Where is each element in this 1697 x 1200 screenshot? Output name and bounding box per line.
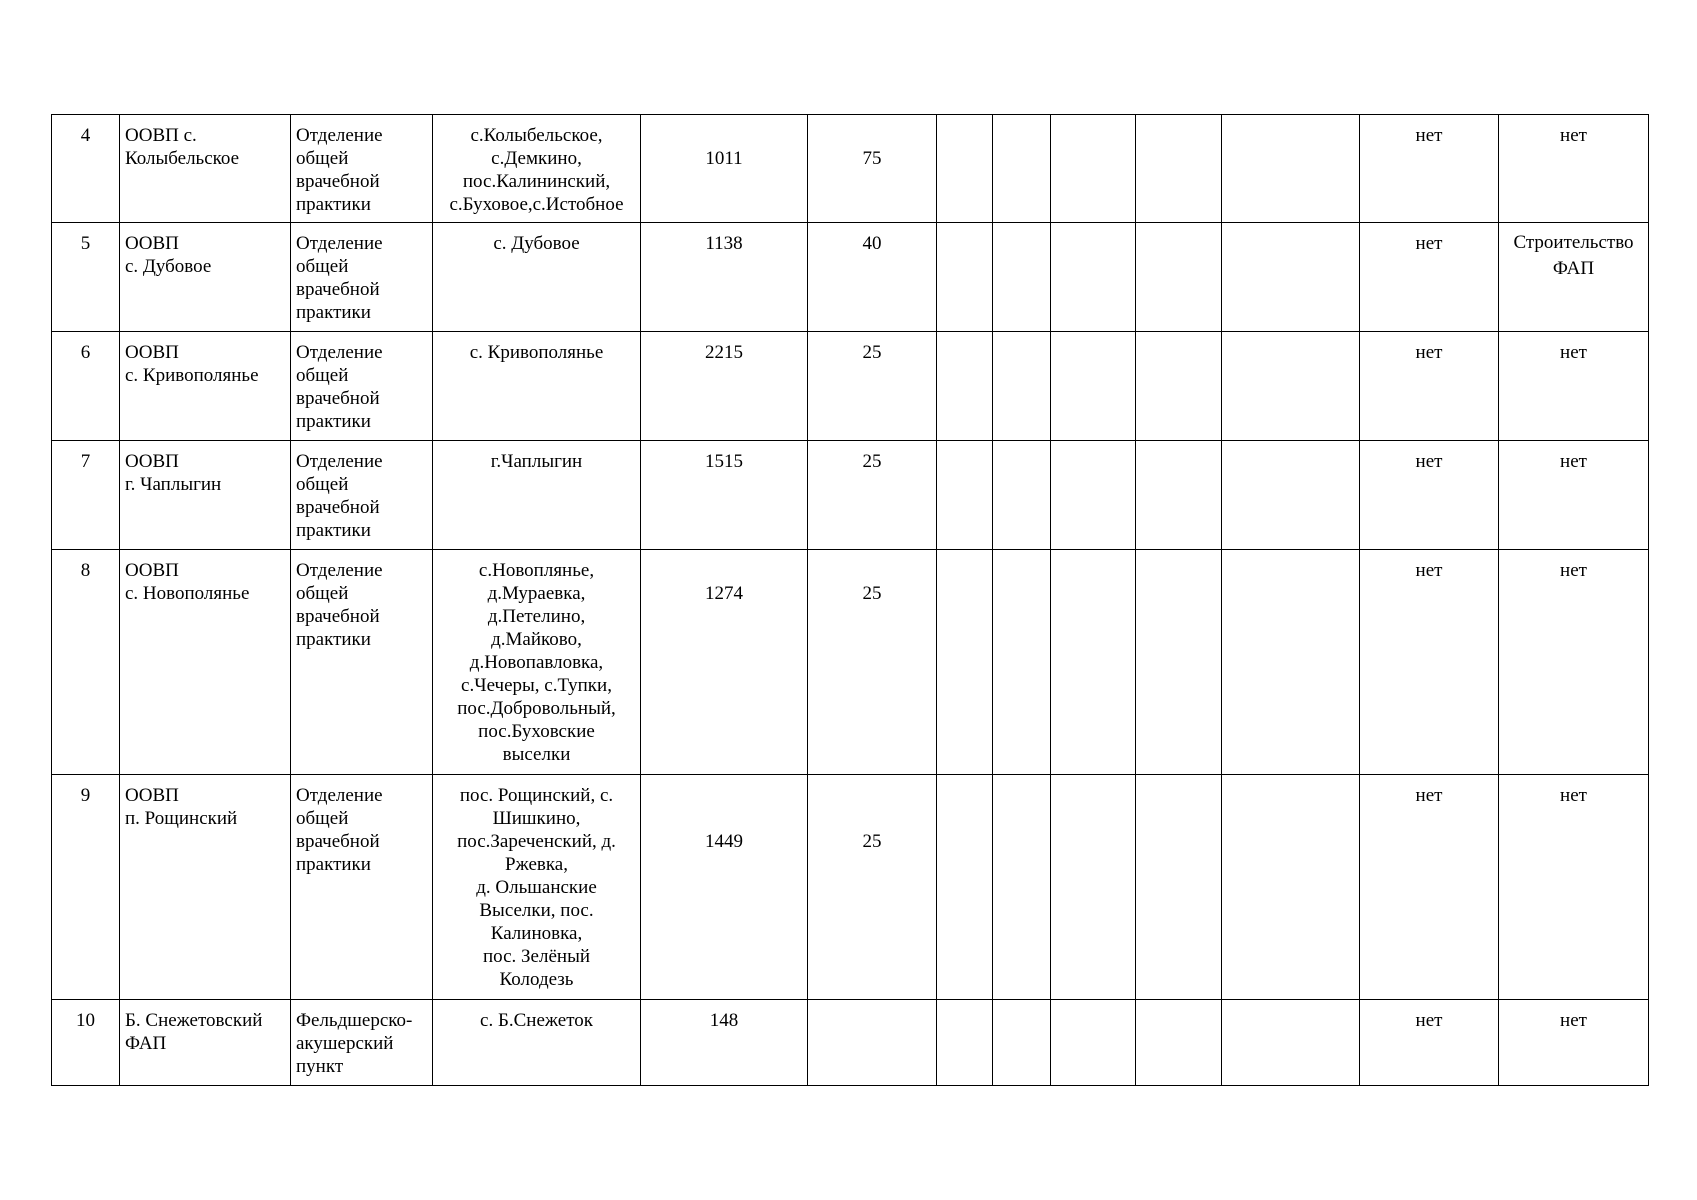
value-cell: 25 — [808, 550, 937, 775]
row-number-cell: 8 — [52, 550, 120, 775]
empty-cell — [937, 223, 993, 332]
plan-cell: нет — [1499, 550, 1649, 775]
empty-cell — [1136, 115, 1222, 223]
population-cell: 1274 — [641, 550, 808, 775]
plan-cell: нет — [1499, 1000, 1649, 1086]
value-cell — [808, 1000, 937, 1086]
organization-cell: ООВП п. Рощинский — [120, 775, 291, 1000]
table-row — [52, 775, 1649, 1000]
empty-cell — [937, 775, 993, 1000]
empty-cell — [993, 223, 1051, 332]
table-row — [52, 115, 1649, 223]
status-cell: нет — [1360, 775, 1499, 1000]
empty-cell — [937, 441, 993, 550]
status-cell: нет — [1360, 441, 1499, 550]
row-number-cell: 7 — [52, 441, 120, 550]
settlements-cell: с. Б.Снежеток — [433, 1000, 641, 1086]
settlements-cell: с. Кривополянье — [433, 332, 641, 441]
status-cell: нет — [1360, 223, 1499, 332]
population-cell: 1011 — [641, 115, 808, 223]
table-row — [52, 550, 1649, 775]
row-number-cell: 9 — [52, 775, 120, 1000]
facility-type-cell: Отделение общей врачебной практики — [291, 115, 433, 223]
empty-cell — [1051, 550, 1136, 775]
organization-cell: ООВП г. Чаплыгин — [120, 441, 291, 550]
organization-cell: ООВП с. Кривополянье — [120, 332, 291, 441]
facility-type-cell: Отделение общей врачебной практики — [291, 332, 433, 441]
empty-cell — [1222, 332, 1360, 441]
row-number-cell: 5 — [52, 223, 120, 332]
plan-cell: нет — [1499, 441, 1649, 550]
empty-cell — [1136, 332, 1222, 441]
empty-cell — [1222, 115, 1360, 223]
status-cell: нет — [1360, 550, 1499, 775]
empty-cell — [937, 115, 993, 223]
settlements-cell: г.Чаплыгин — [433, 441, 641, 550]
empty-cell — [1136, 775, 1222, 1000]
population-cell: 148 — [641, 1000, 808, 1086]
empty-cell — [1136, 441, 1222, 550]
organization-cell: ООВП с. Колыбельское — [120, 115, 291, 223]
row-number-cell: 6 — [52, 332, 120, 441]
table-row — [52, 223, 1649, 332]
empty-cell — [993, 441, 1051, 550]
value-cell: 75 — [808, 115, 937, 223]
empty-cell — [1222, 1000, 1360, 1086]
plan-cell: Строительство ФАП — [1499, 223, 1649, 332]
empty-cell — [993, 115, 1051, 223]
empty-cell — [993, 332, 1051, 441]
value-cell: 25 — [808, 332, 937, 441]
empty-cell — [1222, 550, 1360, 775]
settlements-cell: пос. Рощинский, с. Шишкино, пос.Зареченский, д. Ржевка, д. Ольшанские Выселки, пос. Калиновка, пос. Зелёный Колодезь — [433, 775, 641, 1000]
facility-type-cell: Отделение общей врачебной практики — [291, 550, 433, 775]
value-cell: 25 — [808, 775, 937, 1000]
settlements-cell: с. Дубовое — [433, 223, 641, 332]
empty-cell — [1136, 223, 1222, 332]
empty-cell — [1051, 332, 1136, 441]
facility-type-cell: Фельдшерско- акушерский пункт — [291, 1000, 433, 1086]
empty-cell — [993, 1000, 1051, 1086]
value-cell: 40 — [808, 223, 937, 332]
table-row — [52, 1000, 1649, 1086]
organization-cell: Б. Снежетовский ФАП — [120, 1000, 291, 1086]
status-cell: нет — [1360, 1000, 1499, 1086]
population-cell: 2215 — [641, 332, 808, 441]
status-cell: нет — [1360, 332, 1499, 441]
empty-cell — [1222, 223, 1360, 332]
facility-type-cell: Отделение общей врачебной практики — [291, 441, 433, 550]
row-number-cell: 10 — [52, 1000, 120, 1086]
status-cell: нет — [1360, 115, 1499, 223]
empty-cell — [993, 550, 1051, 775]
plan-cell: нет — [1499, 775, 1649, 1000]
settlements-cell: с.Новоплянье, д.Мураевка, д.Петелино, д.Майково, д.Новопавловка, с.Чечеры, с.Тупки, пос.Добровольный, пос.Буховские выселки — [433, 550, 641, 775]
settlements-cell: с.Колыбельское, с.Демкино, пос.Калининский, с.Буховое,с.Истобное — [433, 115, 641, 223]
empty-cell — [1051, 1000, 1136, 1086]
facilities-table — [51, 114, 1649, 1086]
population-cell: 1138 — [641, 223, 808, 332]
row-number-cell: 4 — [52, 115, 120, 223]
organization-cell: ООВП с. Дубовое — [120, 223, 291, 332]
empty-cell — [937, 550, 993, 775]
empty-cell — [1222, 775, 1360, 1000]
plan-cell: нет — [1499, 332, 1649, 441]
table-row — [52, 332, 1649, 441]
empty-cell — [937, 1000, 993, 1086]
value-cell: 25 — [808, 441, 937, 550]
facility-type-cell: Отделение общей врачебной практики — [291, 223, 433, 332]
population-cell: 1515 — [641, 441, 808, 550]
empty-cell — [1136, 1000, 1222, 1086]
facility-type-cell: Отделение общей врачебной практики — [291, 775, 433, 1000]
empty-cell — [1222, 441, 1360, 550]
empty-cell — [1051, 775, 1136, 1000]
plan-cell: нет — [1499, 115, 1649, 223]
population-cell: 1449 — [641, 775, 808, 1000]
empty-cell — [993, 775, 1051, 1000]
organization-cell: ООВП с. Новополянье — [120, 550, 291, 775]
empty-cell — [1136, 550, 1222, 775]
empty-cell — [937, 332, 993, 441]
empty-cell — [1051, 115, 1136, 223]
empty-cell — [1051, 441, 1136, 550]
table-row — [52, 441, 1649, 550]
empty-cell — [1051, 223, 1136, 332]
